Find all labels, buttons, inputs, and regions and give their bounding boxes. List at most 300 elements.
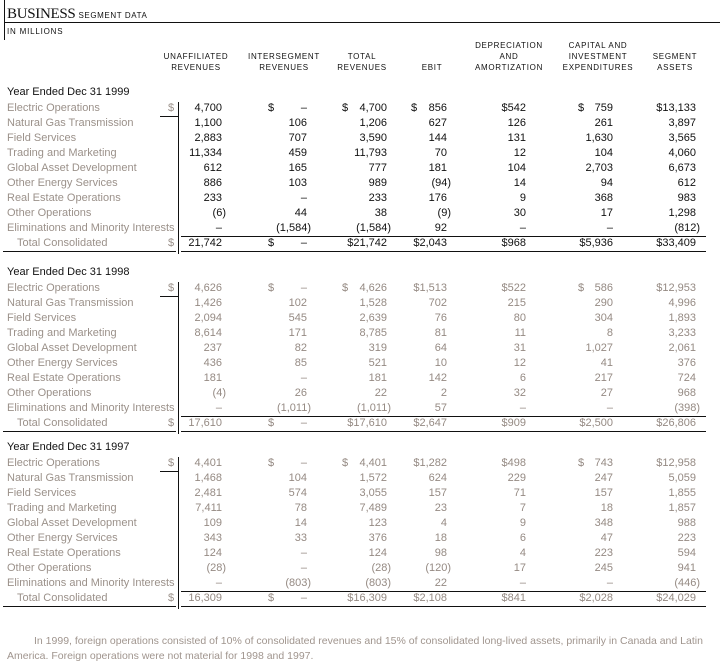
cell-segment-assets: 612: [677, 177, 696, 189]
cell-ebit: 702: [428, 297, 447, 309]
cell-intersegment-revenues: 171: [288, 327, 307, 339]
cell-unaffiliated-revenues: (28): [206, 562, 226, 574]
cell-intersegment-revenues: –: [300, 592, 307, 604]
cell-total-revenues: 123: [368, 517, 387, 529]
total-top-rule: [181, 591, 706, 592]
cell-intersegment-revenues: (1,584): [276, 222, 311, 234]
cell-segment-assets: 1,298: [668, 207, 696, 219]
total-row: [0, 416, 720, 431]
row-label: Natural Gas Transmission: [7, 117, 134, 129]
cell-depreciation-amortization: $522: [501, 282, 526, 294]
cell-segment-assets: (398): [674, 402, 700, 414]
cell-unaffiliated-revenues: 11,334: [189, 147, 222, 159]
cell-capital-investment-expenditures: 1,027: [585, 342, 613, 354]
cell-total-revenues: 38: [374, 207, 387, 219]
cell-unaffiliated-revenues: (6): [212, 207, 226, 219]
cell-total-revenues: 1,572: [359, 472, 387, 484]
table-row: [0, 456, 720, 471]
dollar-sign: $: [578, 282, 585, 294]
cell-capital-investment-expenditures: 1,630: [585, 132, 613, 144]
cell-total-revenues: 989: [368, 177, 387, 189]
footnote: In 1999, foreign operations consisted of 10% of consolidated revenues and 15% of consolidated long-lived assets, primarily in Canada and Latin America. Foreign operations were not material for 1998 and 1997.: [7, 635, 703, 662]
row-label: Other Energy Services: [7, 532, 118, 544]
table-row: [0, 206, 720, 221]
cell-depreciation-amortization: 9: [519, 192, 526, 204]
column-header-total-revenues: TOTAL REVENUES: [337, 52, 387, 72]
row-label: Other Energy Services: [7, 177, 118, 189]
cell-unaffiliated-revenues: 8,614: [194, 327, 222, 339]
column-header-segment-assets: SEGMENT ASSETS: [652, 52, 698, 72]
table-row: [0, 531, 720, 546]
cell-unaffiliated-revenues: 1,426: [194, 297, 222, 309]
table-row: [0, 161, 720, 176]
cell-ebit: 624: [428, 472, 447, 484]
row-label: Trading and Marketing: [7, 502, 117, 514]
cell-intersegment-revenues: 707: [288, 132, 307, 144]
cell-intersegment-revenues: 165: [288, 162, 307, 174]
cell-capital-investment-expenditures: 261: [594, 117, 613, 129]
cell-depreciation-amortization: $968: [501, 237, 526, 249]
cell-total-revenues: 4,401: [359, 457, 387, 469]
cell-depreciation-amortization: $909: [501, 417, 526, 429]
cell-segment-assets: 5,059: [668, 472, 696, 484]
table-row: [0, 516, 720, 531]
cell-unaffiliated-revenues: 4,626: [194, 282, 222, 294]
cell-ebit: $2,647: [413, 417, 447, 429]
cell-unaffiliated-revenues: 1,468: [194, 472, 222, 484]
cell-unaffiliated-revenues: 237: [203, 342, 222, 354]
cell-ebit: 176: [428, 192, 447, 204]
cell-total-revenues: $16,309: [347, 592, 387, 604]
cell-depreciation-amortization: 6: [519, 372, 526, 384]
cell-intersegment-revenues: –: [300, 372, 307, 384]
cell-intersegment-revenues: –: [300, 102, 307, 114]
section-title: Year Ended Dec 31 1997: [7, 441, 130, 453]
dollar-sign: $: [268, 237, 275, 249]
row-label: Real Estate Operations: [7, 372, 121, 384]
section-title: Year Ended Dec 31 1998: [7, 266, 130, 278]
row-label: Trading and Marketing: [7, 147, 117, 159]
dollar-sign: $: [168, 102, 175, 114]
cell-depreciation-amortization: 131: [507, 132, 526, 144]
row-label: Global Asset Development: [7, 162, 137, 174]
cell-segment-assets: 968: [677, 387, 696, 399]
cell-segment-assets: $24,029: [656, 592, 696, 604]
cell-capital-investment-expenditures: 94: [600, 177, 613, 189]
cell-capital-investment-expenditures: 41: [600, 357, 613, 369]
cell-capital-investment-expenditures: 18: [600, 502, 613, 514]
table-row: [0, 501, 720, 516]
dollar-sign: $: [268, 102, 275, 114]
cell-ebit: $1,513: [413, 282, 447, 294]
cell-ebit: 57: [434, 402, 447, 414]
cell-depreciation-amortization: $498: [501, 457, 526, 469]
cell-ebit: (94): [431, 177, 451, 189]
cell-unaffiliated-revenues: –: [215, 577, 222, 589]
table-row: [0, 116, 720, 131]
cell-depreciation-amortization: 9: [519, 517, 526, 529]
cell-depreciation-amortization: 104: [507, 162, 526, 174]
cell-depreciation-amortization: 6: [519, 532, 526, 544]
cell-total-revenues: $21,742: [347, 237, 387, 249]
cell-total-revenues: 11,793: [354, 147, 387, 159]
row-label: Natural Gas Transmission: [7, 297, 134, 309]
cell-total-revenues: 4,700: [359, 102, 387, 114]
cell-total-revenues: 124: [368, 547, 387, 559]
row-label: Eliminations and Minority Interests: [7, 402, 175, 414]
cell-total-revenues: (1,584): [356, 222, 391, 234]
cell-intersegment-revenues: 44: [294, 207, 307, 219]
row-label: Total Consolidated: [17, 417, 108, 429]
cell-ebit: 627: [428, 117, 447, 129]
table-row: [0, 311, 720, 326]
cell-ebit: 64: [434, 342, 447, 354]
cell-depreciation-amortization: 71: [513, 487, 526, 499]
cell-intersegment-revenues: 26: [294, 387, 307, 399]
cell-segment-assets: 1,857: [668, 502, 696, 514]
cell-total-revenues: (1,011): [356, 402, 391, 414]
cell-ebit: 18: [434, 532, 447, 544]
cell-ebit: 144: [428, 132, 447, 144]
cell-intersegment-revenues: 104: [288, 472, 307, 484]
cell-capital-investment-expenditures: 17: [600, 207, 613, 219]
cell-segment-assets: $12,958: [656, 457, 696, 469]
row-label: Other Energy Services: [7, 357, 118, 369]
cell-capital-investment-expenditures: 247: [594, 472, 613, 484]
cell-segment-assets: 988: [677, 517, 696, 529]
cell-depreciation-amortization: –: [519, 222, 526, 234]
cell-ebit: 157: [428, 487, 447, 499]
cell-ebit: 22: [434, 577, 447, 589]
dollar-sign: $: [411, 102, 418, 114]
cell-capital-investment-expenditures: 104: [594, 147, 613, 159]
cell-unaffiliated-revenues: 4,700: [194, 102, 222, 114]
dollar-sign: $: [342, 282, 349, 294]
table-row: [0, 326, 720, 341]
cell-capital-investment-expenditures: 27: [600, 387, 613, 399]
cell-ebit: 76: [434, 312, 447, 324]
cell-unaffiliated-revenues: 17,610: [188, 417, 222, 429]
dollar-sign: $: [168, 457, 175, 469]
cell-segment-assets: 4,996: [668, 297, 696, 309]
cell-intersegment-revenues: 106: [288, 117, 307, 129]
cell-capital-investment-expenditures: 47: [600, 532, 613, 544]
cell-ebit: $1,282: [413, 457, 447, 469]
section-title: Year Ended Dec 31 1999: [7, 86, 130, 98]
cell-unaffiliated-revenues: 436: [203, 357, 222, 369]
cell-segment-assets: $13,133: [656, 102, 696, 114]
cell-intersegment-revenues: 103: [288, 177, 307, 189]
cell-segment-assets: $33,409: [656, 237, 696, 249]
cell-capital-investment-expenditures: 759: [594, 102, 613, 114]
column-divider: [178, 282, 179, 434]
cell-depreciation-amortization: –: [519, 577, 526, 589]
cell-segment-assets: 2,061: [668, 342, 696, 354]
cell-intersegment-revenues: –: [300, 417, 307, 429]
cell-capital-investment-expenditures: –: [606, 577, 613, 589]
column-header-ebit: EBIT: [421, 63, 443, 72]
row-label: Eliminations and Minority Interests: [7, 222, 175, 234]
cell-depreciation-amortization: 12: [513, 147, 526, 159]
row-label: Other Operations: [7, 207, 92, 219]
table-row: [0, 191, 720, 206]
cell-capital-investment-expenditures: $2,028: [579, 592, 613, 604]
row-label: Field Services: [7, 312, 77, 324]
cell-intersegment-revenues: 78: [294, 502, 307, 514]
cell-intersegment-revenues: 14: [294, 517, 307, 529]
cell-capital-investment-expenditures: 348: [594, 517, 613, 529]
table-row: [0, 576, 720, 591]
units-label: IN MILLIONS: [7, 27, 64, 36]
row-label: Total Consolidated: [17, 237, 108, 249]
cell-ebit: (9): [437, 207, 451, 219]
cell-segment-assets: 6,673: [668, 162, 696, 174]
dollar-sign: $: [268, 417, 275, 429]
row-label: Field Services: [7, 132, 77, 144]
total-top-rule: [181, 236, 706, 237]
cell-capital-investment-expenditures: –: [606, 222, 613, 234]
cell-unaffiliated-revenues: 124: [203, 547, 222, 559]
total-bottom-rule-right: [181, 431, 706, 432]
total-bottom-rule-right: [181, 251, 706, 252]
cell-depreciation-amortization: 31: [513, 342, 526, 354]
cell-ebit: 70: [434, 147, 447, 159]
cell-capital-investment-expenditures: 2,703: [585, 162, 613, 174]
cell-total-revenues: 233: [368, 192, 387, 204]
table-row: [0, 486, 720, 501]
cell-segment-assets: 983: [677, 192, 696, 204]
cell-intersegment-revenues: –: [300, 237, 307, 249]
cell-segment-assets: 724: [677, 372, 696, 384]
cell-capital-investment-expenditures: $5,936: [579, 237, 613, 249]
row-label: Global Asset Development: [7, 342, 137, 354]
cell-capital-investment-expenditures: 157: [594, 487, 613, 499]
table-row: [0, 221, 720, 236]
cell-depreciation-amortization: 4: [519, 547, 526, 559]
table-row: [0, 401, 720, 416]
cell-capital-investment-expenditures: 586: [594, 282, 613, 294]
cell-total-revenues: 1,206: [359, 117, 387, 129]
cell-total-revenues: 181: [368, 372, 387, 384]
cell-segment-assets: (446): [674, 577, 700, 589]
cell-ebit: $2,108: [413, 592, 447, 604]
title-sub: SEGMENT DATA: [78, 11, 148, 20]
cell-unaffiliated-revenues: 233: [203, 192, 222, 204]
cell-ebit: 2: [440, 387, 447, 399]
cell-segment-assets: 4,060: [668, 147, 696, 159]
cell-intersegment-revenues: –: [300, 282, 307, 294]
cell-segment-assets: 3,565: [668, 132, 696, 144]
column-header-capital-investment-expenditures: CAPITAL AND INVESTMENT EXPENDITURES: [562, 41, 634, 72]
row-label: Trading and Marketing: [7, 327, 117, 339]
table-row: [0, 131, 720, 146]
cell-capital-investment-expenditures: 290: [594, 297, 613, 309]
cell-capital-investment-expenditures: –: [606, 402, 613, 414]
cell-total-revenues: 22: [374, 387, 387, 399]
cell-total-revenues: 376: [368, 532, 387, 544]
row-label: Electric Operations: [7, 457, 100, 469]
cell-ebit: (120): [425, 562, 451, 574]
cell-ebit: 181: [428, 162, 447, 174]
cell-intersegment-revenues: –: [300, 457, 307, 469]
cell-intersegment-revenues: –: [300, 562, 307, 574]
table-row: [0, 546, 720, 561]
cell-intersegment-revenues: 33: [294, 532, 307, 544]
row-label: Other Operations: [7, 387, 92, 399]
cell-intersegment-revenues: 102: [288, 297, 307, 309]
column-divider: [178, 102, 179, 254]
cell-ebit: 4: [440, 517, 447, 529]
cell-intersegment-revenues: 82: [294, 342, 307, 354]
cell-segment-assets: 3,897: [668, 117, 696, 129]
cell-ebit: 23: [434, 502, 447, 514]
cell-ebit: 10: [434, 357, 447, 369]
total-bottom-rule-left: [3, 251, 176, 252]
cell-segment-assets: 223: [677, 532, 696, 544]
cell-unaffiliated-revenues: 886: [203, 177, 222, 189]
cell-unaffiliated-revenues: 7,411: [195, 502, 222, 514]
dollar-sign: $: [168, 237, 175, 249]
cell-segment-assets: $12,953: [656, 282, 696, 294]
cell-depreciation-amortization: 7: [519, 502, 526, 514]
table-row: [0, 371, 720, 386]
table-row: [0, 386, 720, 401]
cell-unaffiliated-revenues: 4,401: [194, 457, 222, 469]
table-row: [0, 561, 720, 576]
table-row: [0, 356, 720, 371]
cell-intersegment-revenues: 545: [288, 312, 307, 324]
cell-segment-assets: (812): [674, 222, 700, 234]
dollar-sign: $: [578, 457, 585, 469]
cell-intersegment-revenues: (1,011): [276, 402, 311, 414]
cell-total-revenues: 777: [368, 162, 387, 174]
cell-depreciation-amortization: $542: [501, 102, 526, 114]
dollar-sign: $: [268, 457, 275, 469]
cell-depreciation-amortization: 80: [513, 312, 526, 324]
table-row: [0, 101, 720, 116]
table-row: [0, 281, 720, 296]
cell-depreciation-amortization: 229: [507, 472, 526, 484]
total-bottom-rule-right: [181, 606, 706, 607]
cell-capital-investment-expenditures: 245: [594, 562, 613, 574]
cell-ebit: 81: [434, 327, 447, 339]
row-label: Eliminations and Minority Interests: [7, 577, 175, 589]
cell-ebit: 856: [428, 102, 447, 114]
cell-total-revenues: 8,785: [359, 327, 387, 339]
row-label: Real Estate Operations: [7, 192, 121, 204]
cell-segment-assets: 594: [677, 547, 696, 559]
cell-ebit: 98: [434, 547, 447, 559]
dollar-underline: [160, 471, 178, 472]
cell-intersegment-revenues: –: [300, 192, 307, 204]
cell-depreciation-amortization: 32: [513, 387, 526, 399]
cell-total-revenues: $17,610: [347, 417, 387, 429]
cell-depreciation-amortization: 30: [513, 207, 526, 219]
row-label: Field Services: [7, 487, 77, 499]
column-divider: [178, 457, 179, 609]
cell-unaffiliated-revenues: (4): [212, 387, 226, 399]
cell-depreciation-amortization: 215: [507, 297, 526, 309]
cell-total-revenues: (803): [365, 577, 391, 589]
cell-segment-assets: 1,893: [668, 312, 696, 324]
cell-segment-assets: 3,233: [668, 327, 696, 339]
cell-depreciation-amortization: 126: [507, 117, 526, 129]
row-label: Total Consolidated: [17, 592, 108, 604]
cell-capital-investment-expenditures: 217: [594, 372, 613, 384]
column-header-depreciation-amortization: DEPRECIATION AND AMORTIZATION: [474, 41, 544, 72]
cell-unaffiliated-revenues: –: [215, 222, 222, 234]
dollar-underline: [160, 296, 178, 297]
cell-unaffiliated-revenues: 343: [203, 532, 222, 544]
table-row: [0, 296, 720, 311]
row-label: Electric Operations: [7, 282, 100, 294]
table-row: [0, 471, 720, 486]
cell-depreciation-amortization: 12: [513, 357, 526, 369]
dollar-sign: $: [342, 102, 349, 114]
cell-total-revenues: (28): [371, 562, 391, 574]
title-main: BUSINESS: [7, 6, 76, 22]
total-bottom-rule-left: [3, 606, 176, 607]
cell-intersegment-revenues: –: [300, 547, 307, 559]
row-label: Electric Operations: [7, 102, 100, 114]
cell-segment-assets: 376: [677, 357, 696, 369]
dollar-sign: $: [168, 592, 175, 604]
total-row: [0, 236, 720, 251]
row-label: Global Asset Development: [7, 517, 137, 529]
cell-segment-assets: $26,806: [656, 417, 696, 429]
cell-total-revenues: 7,489: [359, 502, 387, 514]
cell-unaffiliated-revenues: 2,883: [194, 132, 222, 144]
row-label: Real Estate Operations: [7, 547, 121, 559]
cell-unaffiliated-revenues: 21,742: [188, 237, 222, 249]
cell-depreciation-amortization: 11: [514, 327, 526, 339]
cell-total-revenues: 319: [368, 342, 387, 354]
cell-intersegment-revenues: (803): [285, 577, 311, 589]
cell-ebit: $2,043: [413, 237, 447, 249]
cell-unaffiliated-revenues: 16,309: [188, 592, 222, 604]
row-label: Natural Gas Transmission: [7, 472, 134, 484]
cell-segment-assets: 1,855: [668, 487, 696, 499]
table-row: [0, 176, 720, 191]
cell-capital-investment-expenditures: 368: [594, 192, 613, 204]
cell-unaffiliated-revenues: 612: [203, 162, 222, 174]
cell-unaffiliated-revenues: 2,481: [194, 487, 222, 499]
cell-capital-investment-expenditures: $2,500: [579, 417, 613, 429]
total-bottom-rule-left: [3, 431, 176, 432]
cell-ebit: 92: [434, 222, 447, 234]
cell-capital-investment-expenditures: 223: [594, 547, 613, 559]
cell-total-revenues: 4,626: [359, 282, 387, 294]
column-header-intersegment-revenues: INTERSEGMENT REVENUES: [248, 52, 320, 72]
cell-capital-investment-expenditures: 304: [594, 312, 613, 324]
dollar-sign: $: [168, 282, 175, 294]
cell-total-revenues: 3,055: [359, 487, 387, 499]
cell-ebit: 142: [428, 372, 447, 384]
cell-unaffiliated-revenues: 2,094: [194, 312, 222, 324]
table-row: [0, 341, 720, 356]
cell-total-revenues: 1,528: [359, 297, 387, 309]
table-row: [0, 146, 720, 161]
page-title: [7, 5, 147, 23]
cell-intersegment-revenues: 459: [288, 147, 307, 159]
total-row: [0, 591, 720, 606]
cell-unaffiliated-revenues: 181: [203, 372, 222, 384]
cell-unaffiliated-revenues: –: [215, 402, 222, 414]
dollar-sign: $: [578, 102, 585, 114]
cell-total-revenues: 2,639: [359, 312, 387, 324]
dollar-sign: $: [342, 457, 349, 469]
cell-unaffiliated-revenues: 1,100: [194, 117, 222, 129]
